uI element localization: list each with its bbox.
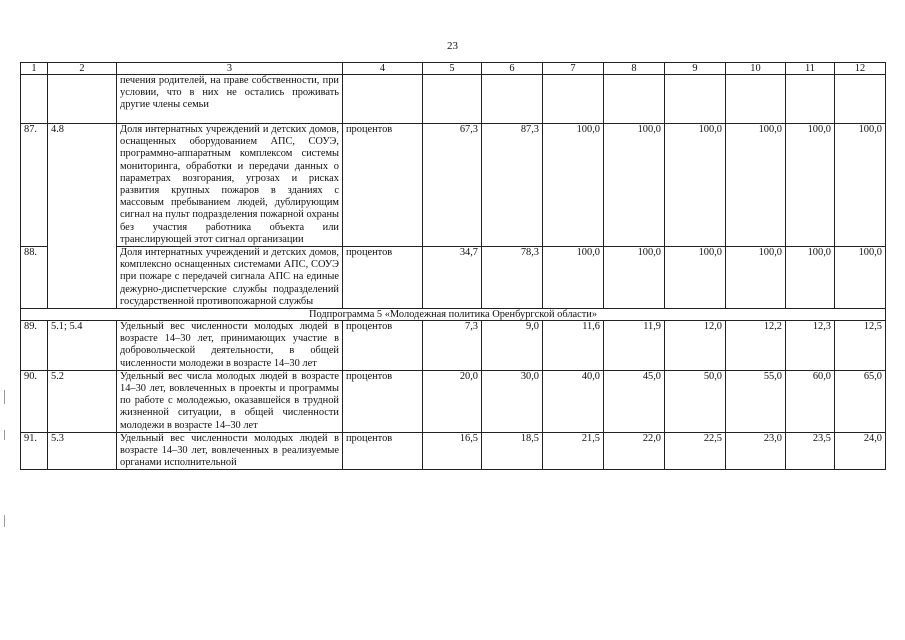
col-header: 8 — [604, 63, 665, 75]
row-value: 100,0 — [726, 247, 786, 309]
row-value: 24,0 — [835, 432, 886, 470]
row-value: 9,0 — [482, 321, 543, 371]
scan-edge-mark — [4, 430, 5, 440]
row-number: 91. — [21, 432, 48, 470]
col-header: 4 — [343, 63, 423, 75]
row-value: 18,5 — [482, 432, 543, 470]
table-row — [21, 432, 886, 470]
row-value: 100,0 — [835, 124, 886, 247]
row-number: 89. — [21, 321, 48, 371]
row-value: 67,3 — [423, 124, 482, 247]
row-value: 11,9 — [604, 321, 665, 371]
row-value: 50,0 — [665, 370, 726, 432]
row-number: 87. — [21, 124, 48, 247]
row-value: 12,2 — [726, 321, 786, 371]
col-header: 7 — [543, 63, 604, 75]
row-value: 23,5 — [786, 432, 835, 470]
row-value: 34,7 — [423, 247, 482, 309]
row-code: 5.3 — [48, 432, 117, 470]
row-unit: процентов — [343, 247, 423, 309]
section-title: Подпрограмма 5 «Молодежная политика Оренбургской области» — [21, 309, 886, 321]
row-value: 65,0 — [835, 370, 886, 432]
row-value: 16,5 — [423, 432, 482, 470]
row-description: Доля интернатных учреждений и детских домов, комплексно оснащенных системами АПС, СОУЭ при пожаре с передачей сигнала АПС на единые дежурно-диспетчерские службы подразделений государственной противопожарной службы — [117, 247, 343, 309]
row-value: 100,0 — [543, 124, 604, 247]
col-header: 5 — [423, 63, 482, 75]
table-row — [21, 124, 886, 247]
row-value: 100,0 — [665, 247, 726, 309]
row-code: 5.2 — [48, 370, 117, 432]
row-value: 100,0 — [786, 124, 835, 247]
col-header: 2 — [48, 63, 117, 75]
row-value: 100,0 — [604, 124, 665, 247]
row-value: 12,0 — [665, 321, 726, 371]
col-header: 6 — [482, 63, 543, 75]
row-value: 100,0 — [604, 247, 665, 309]
row-value: 11,6 — [543, 321, 604, 371]
row-value: 100,0 — [543, 247, 604, 309]
row-number: 88. — [21, 247, 48, 309]
column-header-row — [21, 63, 886, 75]
row-code: 4.8 — [48, 124, 117, 309]
table-row — [21, 321, 886, 371]
col-header: 12 — [835, 63, 886, 75]
col-header: 11 — [786, 63, 835, 75]
row-description: Удельный вес числа молодых людей в возрасте 14–30 лет, вовлеченных в проекты и программы по работе с молодежью, оказавшейся в трудной жизненной ситуации, в общей численности молодежи в возрасте 14–30 лет — [117, 370, 343, 432]
scan-edge-mark — [4, 515, 5, 527]
row-value: 100,0 — [665, 124, 726, 247]
row-value: 23,0 — [726, 432, 786, 470]
row-value: 12,3 — [786, 321, 835, 371]
col-header: 10 — [726, 63, 786, 75]
row-value: 22,5 — [665, 432, 726, 470]
row-value: 100,0 — [786, 247, 835, 309]
row-value: 45,0 — [604, 370, 665, 432]
row-value: 78,3 — [482, 247, 543, 309]
scan-edge-mark — [4, 390, 5, 404]
row-value: 55,0 — [726, 370, 786, 432]
row-value: 60,0 — [786, 370, 835, 432]
indicators-table — [20, 62, 886, 470]
row-value: 22,0 — [604, 432, 665, 470]
row-unit: процентов — [343, 321, 423, 371]
row-value: 21,5 — [543, 432, 604, 470]
page-number: 23 — [447, 40, 458, 52]
row-unit: процентов — [343, 432, 423, 470]
row-unit: процентов — [343, 124, 423, 247]
row-value: 20,0 — [423, 370, 482, 432]
row-value: 12,5 — [835, 321, 886, 371]
row-description: Удельный вес численности молодых людей в возрасте 14–30 лет, принимающих участие в добровольческой деятельности, в общей численности молодежи в возрасте 14–30 лет — [117, 321, 343, 371]
col-header: 3 — [117, 63, 343, 75]
row-value: 30,0 — [482, 370, 543, 432]
section-row — [21, 309, 886, 321]
row-value: 7,3 — [423, 321, 482, 371]
row-value: 87,3 — [482, 124, 543, 247]
row-code: 5.1; 5.4 — [48, 321, 117, 371]
row-value: 40,0 — [543, 370, 604, 432]
row-unit: процентов — [343, 370, 423, 432]
row-description: печения родителей, на праве собственности, при условии, что в них не остались проживать другие члены семьи — [117, 75, 343, 124]
row-value: 100,0 — [726, 124, 786, 247]
table-row — [21, 370, 886, 432]
row-number: 90. — [21, 370, 48, 432]
col-header: 9 — [665, 63, 726, 75]
col-header: 1 — [21, 63, 48, 75]
table-row — [21, 247, 886, 309]
row-description: Удельный вес численности молодых людей в возрасте 14–30 лет, вовлеченных в реализуемые органами исполнительной — [117, 432, 343, 470]
row-description: Доля интернатных учреждений и детских домов, оснащенных оборудованием АПС, СОУЭ, программно-аппаратным комплексом системы мониторинга, обработки и передачи данных о параметрах возгорания, угрозах и рисках развития крупных пожаров в зданиях с массовым пребыванием людей, дублирующим сигнал на пульт подразделения пожарной охраны без участия работника объекта или транслирующей этот сигнал организации — [117, 124, 343, 247]
table-row-continuation — [21, 75, 886, 124]
row-value: 100,0 — [835, 247, 886, 309]
